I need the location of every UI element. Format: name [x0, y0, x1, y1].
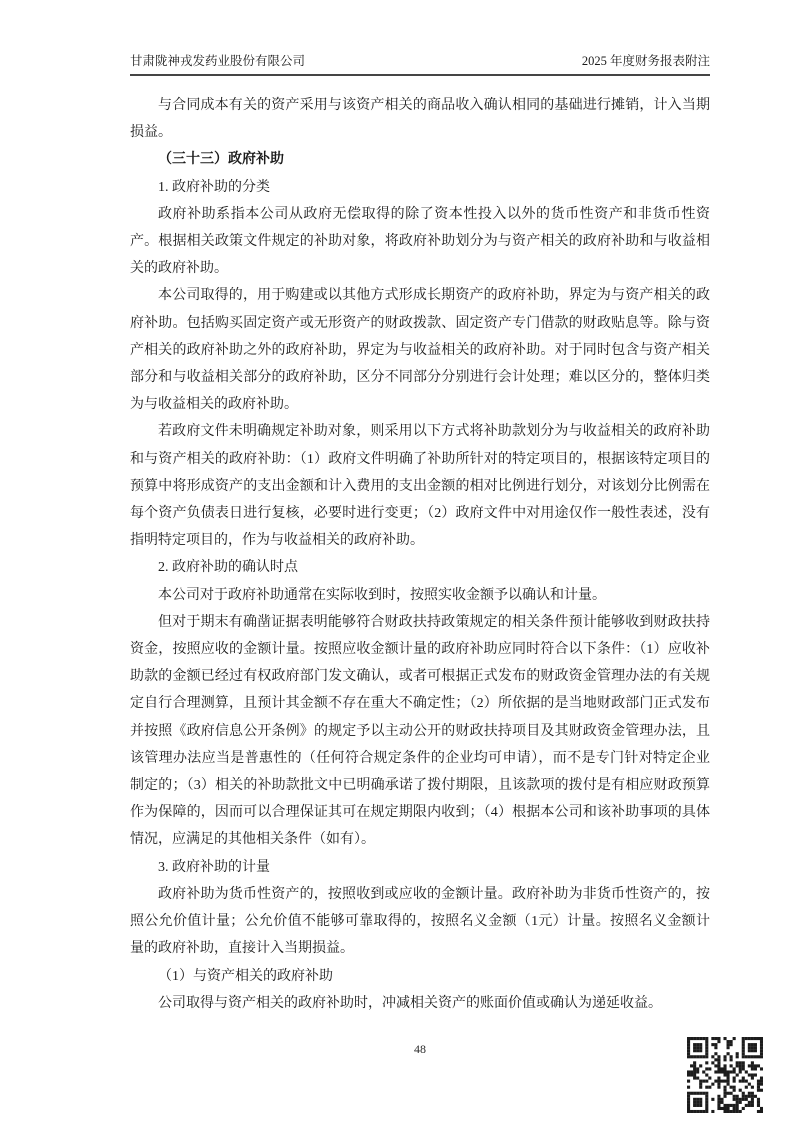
- body-paragraph: 本公司取得的，用于购建或以其他方式形成长期资产的政府补助，界定为与资产相关的政府补助。包括购买固定资产或无形资产的财政拨款、固定资产专门借款的财政贴息等。除与资产相关的政府补助之外的政府补助，界定为与收益相关的政府补助。对于同时包含与资产相关部分和与收益相关部分的政府补助，区分不同部分分别进行会计处理；难以区分的，整体归类为与收益相关的政府补助。: [130, 288, 710, 413]
- body-paragraph: 公司取得与资产相关的政府补助时，冲减相关资产的账面价值或确认为递延收益。: [158, 995, 662, 1011]
- page-number: 48: [414, 1042, 426, 1056]
- body-paragraph: 但对于期末有确凿证据表明能够符合财政扶持政策规定的相关条件预计能够收到财政扶持资金，按照应收的金额计量。按照应收金额计量的政府补助应同时符合以下条件：（1）应收补助款的金额已经过有权政府部门发文确认，或者可根据正式发布的财政资金管理办法的有关规定自行合理测算，且预计其金额不存在重大不确定性；（2）所依据的是当地财政部门正式发布并按照《政府信息公开条例》的规定予以主动公开的财政扶持项目及其财政资金管理办法，且该管理办法应当是普惠性的（任何符合规定条件的企业均可申请），而不是专门针对特定企业制定的；（3）相关的补助款批文中已明确承诺了拨付期限，且该款项的拨付是有相应财政预算作为保障的，因而可以合理保证其可在规定期限内收到；（4）根据本公司和该补助事项的具体情况，应满足的其他相关条件（如有）。: [130, 614, 710, 848]
- body-paragraph: 政府补助为货币性资产的，按照收到或应收的金额计量。政府补助为非货币性资产的，按照公允价值计量；公允价值不能够可靠取得的，按照名义金额（1元）计量。按照名义金额计量的政府补助，直接计入当期损益。: [130, 886, 710, 957]
- sub-heading: 1. 政府补助的分类: [158, 179, 270, 195]
- header-company-name: 甘肃陇神戎发药业股份有限公司: [130, 54, 306, 68]
- header-report-title: 2025 年度财务报表附注: [581, 54, 710, 68]
- document-body: [130, 92, 710, 1017]
- body-paragraph: 政府补助系指本公司从政府无偿取得的除了资本性投入以外的货币性资产和非货币性资产。根据相关政策文件规定的补助对象，将政府补助划分为与资产相关的政府补助和与收益相关的政府补助。: [130, 206, 710, 277]
- body-paragraph: 若政府文件未明确规定补助对象，则采用以下方式将补助款划分为与收益相关的政府补助和与资产相关的政府补助：（1）政府文件明确了补助所针对的特定项目的，根据该特定项目的预算中将形成资产的支出金额和计入费用的支出金额的相对比例进行划分，对该划分比例需在每个资产负债表日进行复核，必要时进行变更；（2）政府文件中对用途仅作一般性表述，没有指明特定项目的，作为与收益相关的政府补助。: [130, 424, 710, 549]
- sub-heading: 3. 政府补助的计量: [158, 859, 270, 875]
- body-paragraph: 与合同成本有关的资产采用与该资产相关的商品收入确认相同的基础进行摊销，计入当期损益。: [130, 98, 710, 141]
- sub-heading: 2. 政府补助的确认时点: [158, 560, 298, 576]
- qr-code-icon: [687, 1037, 763, 1113]
- body-paragraph: 本公司对于政府补助通常在实际收到时，按照实收金额予以确认和计量。: [158, 587, 606, 603]
- page-header: [130, 0, 710, 76]
- sub-heading: （1）与资产相关的政府补助: [158, 968, 333, 984]
- section-heading: （三十三）政府补助: [158, 152, 284, 168]
